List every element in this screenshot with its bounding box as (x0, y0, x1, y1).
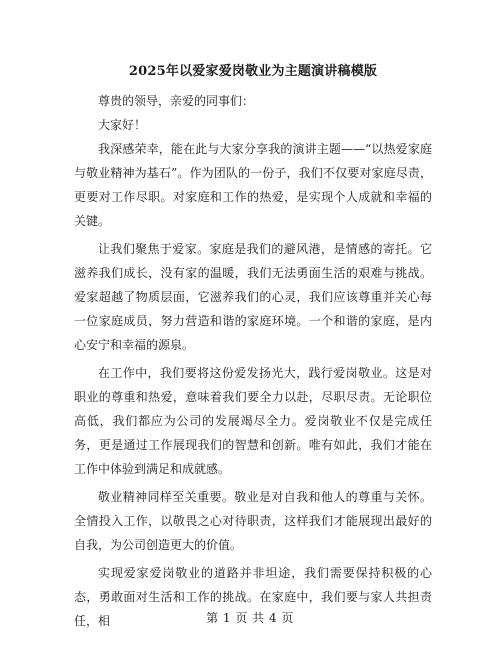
salutation: 尊贵的领导，亲爱的同事们： (98, 94, 255, 108)
intro-paragraph: 我深感荣幸，能在此与大家分享我的演讲主题——“以热爱家庭与敬业精神为基石”。作为团队的一份子，我们不仅要对家庭尽责，更要对工作尽职。对家庭和工作的热爱，是实现个人成就和幸福的关键。 (74, 142, 432, 228)
paragraph-work: 在工作中，我们要将这份爱发扬光大，践行爱岗敬业。这是对职业的尊重和热爱，意味着我们要全力以赴，尽职尽责。无论职位高低，我们都应为公司的发展竭尽全力。爱岗敬业不仅是完成任务，更是通过工作展现我们的智慧和创新。唯有如此，我们才能在工作中体验到满足和成就感。 (74, 366, 432, 476)
page-number-footer: 第 1 页 共 4 页 (206, 611, 294, 625)
document-body (74, 60, 432, 633)
greeting: 大家好！ (98, 118, 147, 132)
paragraph-family: 让我们聚焦于爱家。家庭是我们的避风港，是情感的寄托。它滋养我们成长，没有家的温暖，我们无法勇面生活的艰难与挑战。爱家超越了物质层面，它滋养我们的心灵，我们应该尊重并关心每一位家庭成员，努力营造和谐的家庭环境。一个和谐的家庭，是内心安宁和幸福的源泉。 (74, 242, 432, 352)
paragraph-challenges: 实现爱家爱岗敬业的道路并非坦途，我们需要保持积极的心态，勇敢面对生活和工作的挑战。在家庭中，我们要与家人共担责任，相 (74, 566, 432, 628)
document-title: 2025年以爱家爱岗敬业为主题演讲稿模版 (128, 64, 378, 79)
paragraph-dedication: 敬业精神同样至关重要。敬业是对自我和他人的尊重与关怀。全情投入工作，以敬畏之心对待职责，这样我们才能展现出最好的自我，为公司创造更大的价值。 (74, 490, 432, 552)
